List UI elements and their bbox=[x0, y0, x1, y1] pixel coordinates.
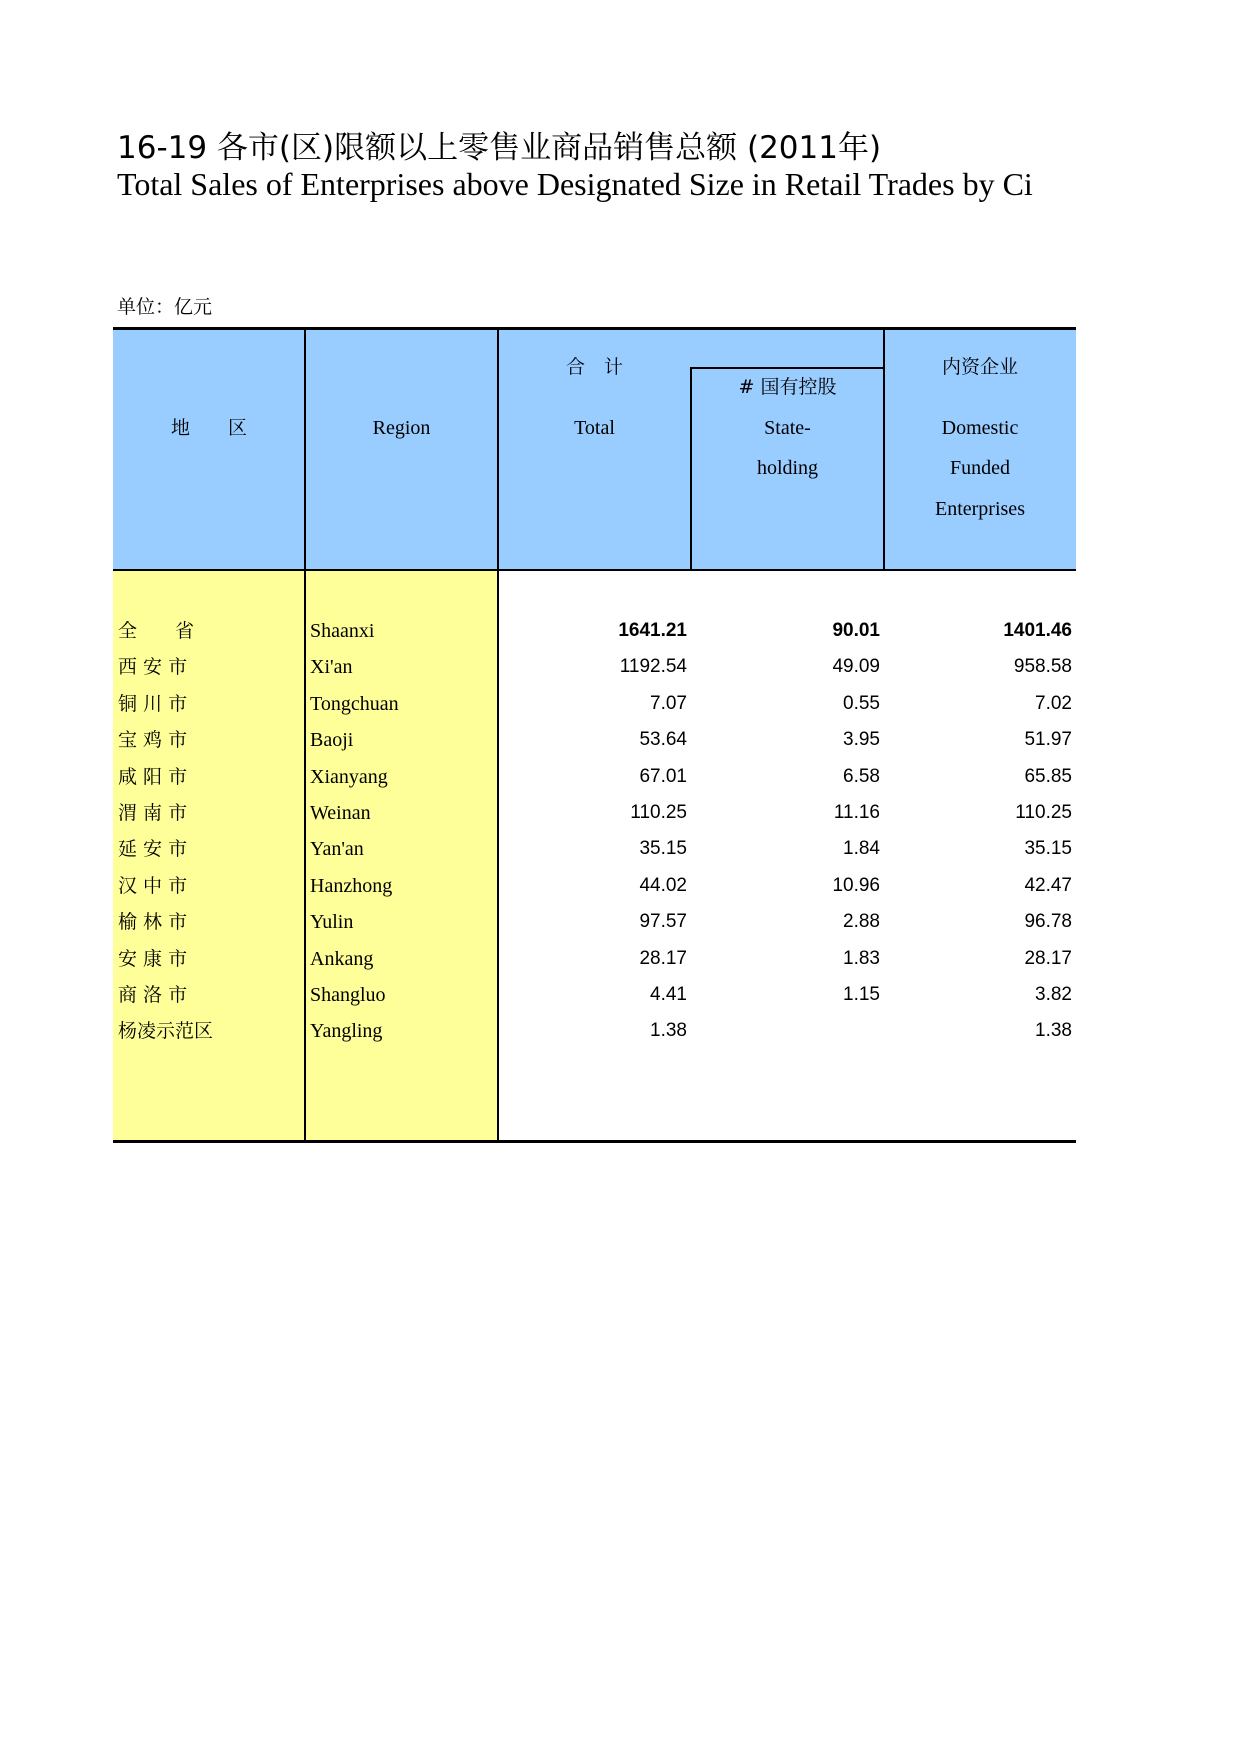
state-holding-cell: 1.84 bbox=[843, 838, 880, 860]
header-domestic-en-1: Domestic bbox=[941, 417, 1019, 439]
header-domestic-en-2: Funded bbox=[950, 457, 1010, 479]
header-region-en: Region bbox=[372, 417, 431, 439]
region-cn-cell: 宝 鸡 市 bbox=[118, 729, 188, 752]
header-state-en-1: State- bbox=[764, 417, 811, 439]
total-cell: 53.64 bbox=[639, 729, 687, 751]
data-table bbox=[113, 327, 1076, 1144]
state-holding-cell: 3.95 bbox=[843, 729, 880, 751]
total-cell: 97.57 bbox=[639, 911, 687, 933]
region-cn-cell: 商 洛 市 bbox=[118, 984, 188, 1006]
header-bottom-rule bbox=[113, 569, 1076, 571]
region-cn-cell: 渭 南 市 bbox=[118, 802, 188, 824]
header-state-en-2: holding bbox=[756, 457, 819, 479]
table-row bbox=[113, 757, 1076, 797]
region-cn-cell: 铜 川 市 bbox=[118, 692, 188, 715]
table-bottom-rule bbox=[113, 1140, 1076, 1143]
region-cn-cell: 安 康 市 bbox=[118, 947, 188, 970]
table-row bbox=[113, 939, 1076, 979]
region-cn-cell: 杨凌示范区 bbox=[118, 1020, 214, 1043]
header-domestic-en-3: Enterprises bbox=[935, 498, 1025, 520]
total-cell: 35.15 bbox=[639, 838, 687, 860]
state-holding-cell: 49.09 bbox=[832, 656, 880, 678]
domestic-cell: 96.78 bbox=[1024, 911, 1072, 933]
total-cell: 44.02 bbox=[639, 874, 687, 896]
state-holding-cell: 0.55 bbox=[843, 692, 880, 714]
table-top-rule bbox=[113, 327, 1076, 330]
total-cell: 4.41 bbox=[650, 984, 687, 1005]
table-row bbox=[113, 975, 1076, 1015]
table-row bbox=[113, 684, 1076, 724]
region-en-cell: Yulin bbox=[310, 911, 354, 934]
state-holding-cell: 11.16 bbox=[833, 802, 880, 823]
table-row bbox=[113, 793, 1076, 833]
region-cn-cell: 汉 中 市 bbox=[118, 874, 188, 897]
total-cell: 1192.54 bbox=[619, 656, 687, 678]
region-en-cell: Shangluo bbox=[310, 984, 386, 1006]
region-en-cell: Baoji bbox=[310, 729, 354, 752]
table-row bbox=[113, 647, 1076, 687]
total-cell: 67.01 bbox=[639, 765, 687, 787]
table-row bbox=[113, 611, 1076, 651]
state-holding-cell: 1.83 bbox=[843, 947, 880, 969]
domestic-cell: 51.97 bbox=[1024, 729, 1072, 751]
domestic-cell: 1401.46 bbox=[1003, 620, 1072, 641]
table-row bbox=[113, 902, 1076, 942]
header-total-cn: 合 计 bbox=[565, 356, 623, 378]
state-holding-cell: 10.96 bbox=[832, 874, 880, 896]
region-en-cell: Ankang bbox=[310, 947, 374, 970]
domestic-cell: 28.17 bbox=[1024, 947, 1072, 969]
header-total-en: Total bbox=[574, 417, 615, 439]
region-cn-cell: 延 安 市 bbox=[118, 838, 188, 861]
table-row bbox=[113, 720, 1076, 760]
region-cn-cell: 榆 林 市 bbox=[118, 911, 188, 934]
region-cn-cell: 全 省 bbox=[118, 620, 195, 642]
total-cell: 1.38 bbox=[650, 1020, 687, 1042]
domestic-cell: 958.58 bbox=[1013, 656, 1072, 678]
region-en-cell: Weinan bbox=[310, 802, 371, 824]
total-cell: 110.25 bbox=[630, 802, 687, 823]
total-cell: 7.07 bbox=[650, 692, 687, 714]
region-en-cell: Hanzhong bbox=[310, 874, 393, 897]
region-en-cell: Yangling bbox=[310, 1020, 383, 1043]
region-en-cell: Xi'an bbox=[310, 656, 353, 679]
table-row bbox=[113, 1011, 1076, 1051]
region-en-cell: Shaanxi bbox=[310, 620, 375, 642]
domestic-cell: 110.25 bbox=[1015, 802, 1072, 823]
unit-label: 单位：亿元 bbox=[117, 296, 213, 318]
region-cn-cell: 西 安 市 bbox=[118, 656, 188, 679]
header-region-cn: 地 区 bbox=[170, 417, 247, 439]
page-title-en: Total Sales of Enterprises above Designated Size in Retail Trades by Ci bbox=[117, 166, 1033, 202]
table-row bbox=[113, 829, 1076, 869]
state-holding-cell: 1.15 bbox=[843, 984, 880, 1005]
domestic-cell: 35.15 bbox=[1024, 838, 1072, 860]
page-title-cn: 16-19 各市(区)限额以上零售业商品销售总额 (2011年) bbox=[117, 130, 882, 166]
header-domestic-cn: 内资企业 bbox=[941, 356, 1018, 378]
state-holding-cell: 2.88 bbox=[843, 911, 880, 933]
total-cell: 1641.21 bbox=[618, 620, 687, 641]
region-en-cell: Tongchuan bbox=[310, 692, 399, 715]
region-cn-cell: 咸 阳 市 bbox=[118, 765, 188, 788]
domestic-cell: 65.85 bbox=[1024, 765, 1072, 787]
table-row bbox=[113, 866, 1076, 906]
header-state-cn: # 国有控股 bbox=[738, 376, 837, 398]
state-holding-cell: 90.01 bbox=[832, 620, 880, 641]
domestic-cell: 3.82 bbox=[1035, 984, 1072, 1005]
domestic-cell: 7.02 bbox=[1035, 692, 1072, 714]
region-en-cell: Yan'an bbox=[310, 838, 364, 861]
region-en-cell: Xianyang bbox=[310, 765, 388, 788]
domestic-cell: 42.47 bbox=[1024, 874, 1072, 896]
state-holding-cell: 6.58 bbox=[843, 765, 880, 787]
domestic-cell: 1.38 bbox=[1035, 1020, 1072, 1042]
total-cell: 28.17 bbox=[639, 947, 687, 969]
